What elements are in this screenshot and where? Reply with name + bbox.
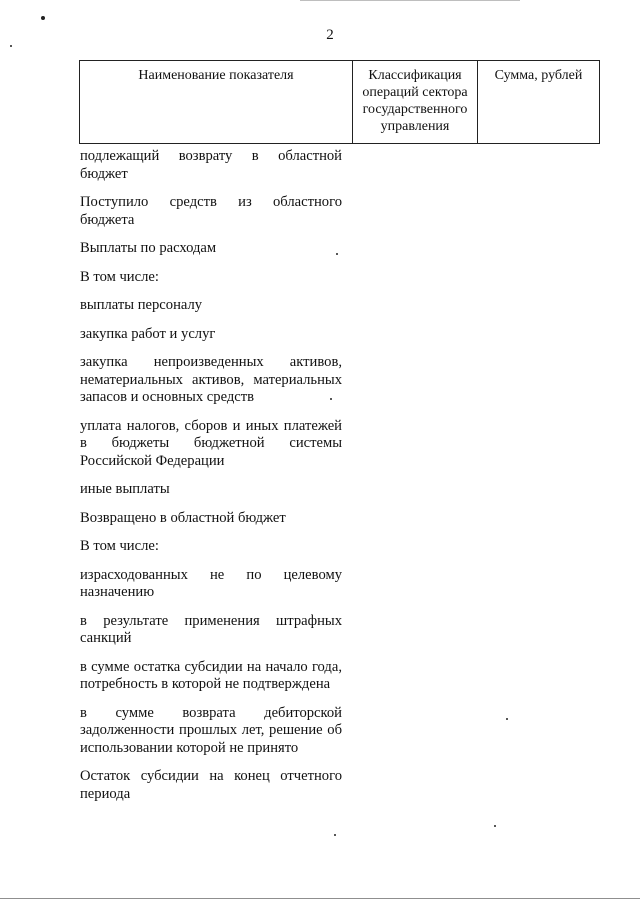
list-item: Выплаты по расходам [80, 240, 217, 256]
list-item: иные выплаты [80, 481, 170, 497]
scan-line [0, 898, 640, 899]
scan-speck [336, 253, 338, 255]
scan-line [300, 0, 520, 1]
list-item: подлежащий возврату в областной бюджет [80, 148, 342, 182]
list-item: в сумме возврата дебиторской задолженности прошлых лет, решение об использовании которой не принято [80, 704, 342, 756]
scan-speck [41, 16, 45, 20]
scan-speck [494, 825, 496, 827]
scan-speck [334, 834, 336, 836]
list-item: Возвращено в областной бюджет [80, 509, 286, 526]
list-item: израсходованных не по целевому назначению [80, 566, 342, 600]
list-item: Поступило средств из областного бюджета [80, 194, 342, 228]
scan-speck [10, 45, 12, 47]
table-header [79, 60, 600, 144]
scan-speck [330, 398, 332, 400]
list-item: В том числе: [80, 268, 159, 285]
list-item: Остаток субсидии на конец отчетного периода [80, 768, 342, 802]
column-header-classification: Классификация операций сектора государственного управления [353, 61, 478, 144]
column-header-name: Наименование показателя [80, 61, 353, 144]
list-item: закупка непроизведенных активов, нематериальных активов, материальных запасов и основных средств [80, 354, 342, 405]
indicator-list [80, 148, 342, 814]
list-item: выплаты персоналу [80, 297, 203, 313]
list-item: в результате применения штрафных санкций [80, 612, 342, 646]
list-item: уплата налогов, сборов и иных платежей в бюджеты бюджетной системы Российской Федерации [80, 417, 342, 469]
scan-speck [506, 718, 508, 720]
column-header-sum: Сумма, рублей [478, 61, 600, 144]
list-item: в сумме остатка субсидии на начало года, потребность в которой не подтверждена [80, 658, 342, 692]
list-item: закупка работ и услуг [80, 325, 216, 342]
page-number: 2 [326, 27, 334, 43]
list-item: В том числе: [80, 538, 159, 554]
